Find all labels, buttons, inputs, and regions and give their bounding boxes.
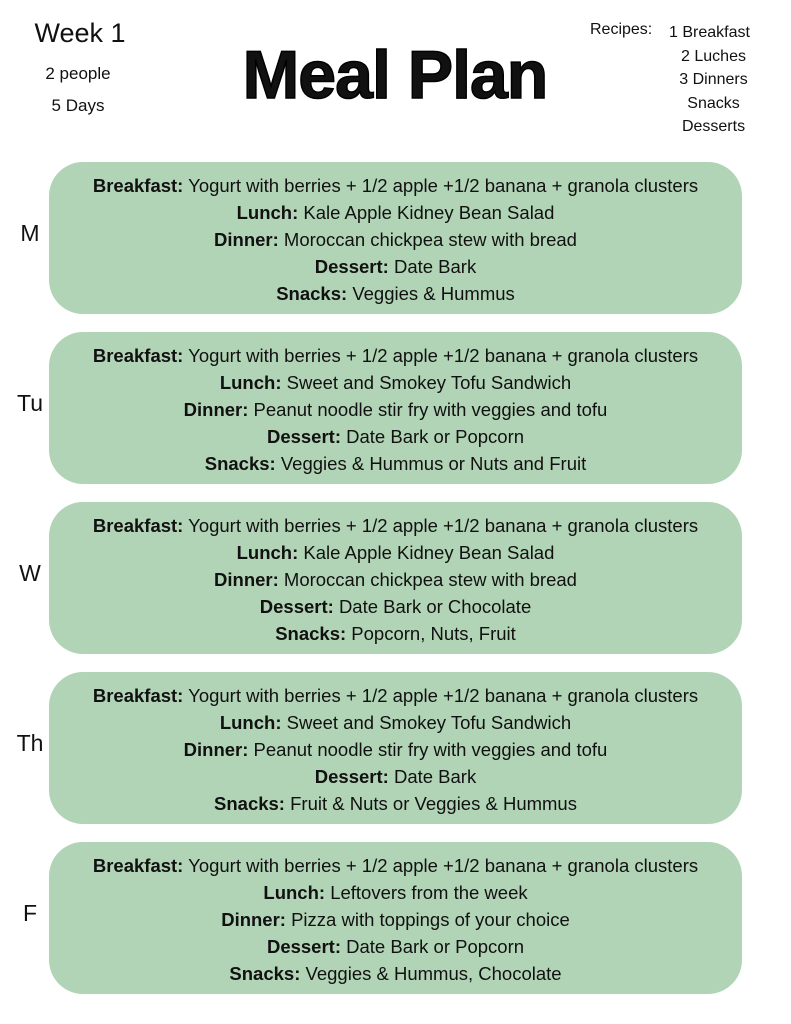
meal-line: [49, 539, 742, 566]
meal-line: [49, 790, 742, 817]
meal-type: Dessert:: [259, 596, 334, 617]
meal-type: Lunch:: [236, 542, 299, 563]
recipe-item: Desserts: [681, 118, 746, 135]
meal-description: Veggies & Hummus, Chocolate: [305, 963, 562, 984]
meal-type: Snacks:: [229, 963, 301, 984]
meal-line: [49, 736, 742, 763]
meal-description: Moroccan chickpea stew with bread: [283, 229, 577, 250]
meal-line: [49, 682, 742, 709]
meal-description: Date Bark: [393, 766, 477, 787]
day-label: M: [20, 220, 40, 246]
meal-description: Veggies & Hummus or Nuts and Fruit: [280, 453, 587, 474]
meal-type: Lunch:: [236, 202, 299, 223]
meal-line: [49, 566, 742, 593]
meal-line: [49, 879, 742, 906]
meal-description: Yogurt with berries + 1/2 apple +1/2 banana + granola clusters: [188, 855, 699, 876]
meal-type: Lunch:: [219, 712, 282, 733]
meal-line: [49, 253, 742, 280]
meal-type: Breakfast:: [92, 685, 184, 706]
meal-line: [49, 933, 742, 960]
meal-line: [49, 960, 742, 987]
meal-description: Leftovers from the week: [330, 882, 528, 903]
meal-description: Yogurt with berries + 1/2 apple +1/2 banana + granola clusters: [188, 685, 699, 706]
day-label: W: [19, 560, 41, 586]
day-label: Tu: [17, 390, 43, 416]
meal-type: Dinner:: [214, 229, 279, 250]
meal-type: Dinner:: [221, 909, 286, 930]
meal-line: [49, 620, 742, 647]
meal-description: Veggies & Hummus: [352, 283, 515, 304]
meal-type: Dinner:: [183, 399, 249, 420]
meal-description: Kale Apple Kidney Bean Salad: [303, 202, 555, 223]
meal-type: Dinner:: [214, 569, 279, 590]
days-count: 5 Days: [51, 96, 105, 115]
recipe-item: 2 Luches: [681, 47, 746, 65]
meal-description: Yogurt with berries + 1/2 apple +1/2 banana + granola clusters: [188, 515, 699, 536]
meal-type: Dessert:: [266, 426, 341, 447]
meal-type: Breakfast:: [92, 345, 184, 366]
meal-type: Dinner:: [183, 739, 249, 760]
meal-line: [49, 763, 742, 790]
meal-description: Sweet and Smokey Tofu Sandwich: [286, 372, 572, 393]
meal-description: Peanut noodle stir fry with veggies and tofu: [253, 399, 608, 420]
meal-description: Date Bark or Popcorn: [346, 426, 525, 447]
meal-description: Fruit & Nuts or Veggies & Hummus: [290, 793, 577, 814]
meal-type: Dessert:: [314, 766, 389, 787]
meal-description: Kale Apple Kidney Bean Salad: [303, 542, 555, 563]
recipes-list: [666, 21, 761, 139]
meal-type: Lunch:: [263, 882, 326, 903]
meal-type: Snacks:: [204, 453, 276, 474]
meal-description: Sweet and Smokey Tofu Sandwich: [286, 712, 572, 733]
meal-description: Pizza with toppings of your choice: [291, 909, 570, 930]
meal-line: [49, 450, 742, 477]
meal-line: [49, 369, 742, 396]
meal-description: Popcorn, Nuts, Fruit: [351, 623, 516, 644]
meal-description: Date Bark or Popcorn: [346, 936, 525, 957]
meal-line: [49, 226, 742, 253]
meal-description: Yogurt with berries + 1/2 apple +1/2 banana + granola clusters: [188, 175, 699, 196]
meal-description: Yogurt with berries + 1/2 apple +1/2 banana + granola clusters: [188, 345, 699, 366]
meal-description: Date Bark: [393, 256, 477, 277]
meal-line: [49, 593, 742, 620]
meal-line: [49, 906, 742, 933]
week-label: Week 1: [34, 18, 126, 48]
page-title: Meal Plan: [242, 37, 548, 113]
meal-line: [49, 709, 742, 736]
meal-type: Snacks:: [214, 793, 285, 814]
meal-description: Moroccan chickpea stew with bread: [283, 569, 577, 590]
recipes-label: Recipes:: [590, 21, 653, 38]
meal-type: Snacks:: [276, 283, 348, 304]
meal-description: Date Bark or Chocolate: [338, 596, 532, 617]
meal-line: [49, 512, 742, 539]
meal-line: [49, 396, 742, 423]
people-count: 2 people: [45, 64, 111, 83]
meal-line: [49, 280, 742, 307]
meal-line: [49, 423, 742, 450]
meal-line: [49, 852, 742, 879]
recipe-item: 3 Dinners: [679, 71, 748, 88]
meal-type: Lunch:: [219, 372, 282, 393]
day-meal-card: [49, 162, 742, 314]
day-meal-card: [49, 842, 742, 994]
day-meal-card: [49, 672, 742, 824]
meal-type: Breakfast:: [92, 515, 184, 536]
recipe-item: 1 Breakfast: [669, 24, 750, 41]
meal-type: Breakfast:: [92, 855, 184, 876]
day-label: Th: [16, 730, 44, 756]
meal-type: Dessert:: [266, 936, 341, 957]
recipe-item: Snacks: [687, 94, 740, 112]
day-meal-card: [49, 332, 742, 484]
meal-type: Breakfast:: [92, 175, 184, 196]
meal-line: [49, 172, 742, 199]
meal-type: Dessert:: [314, 256, 389, 277]
day-label: F: [22, 900, 38, 926]
day-meal-card: [49, 502, 742, 654]
meal-line: [49, 342, 742, 369]
meal-description: Peanut noodle stir fry with veggies and tofu: [253, 739, 608, 760]
meal-line: [49, 199, 742, 226]
meal-type: Snacks:: [275, 623, 347, 644]
